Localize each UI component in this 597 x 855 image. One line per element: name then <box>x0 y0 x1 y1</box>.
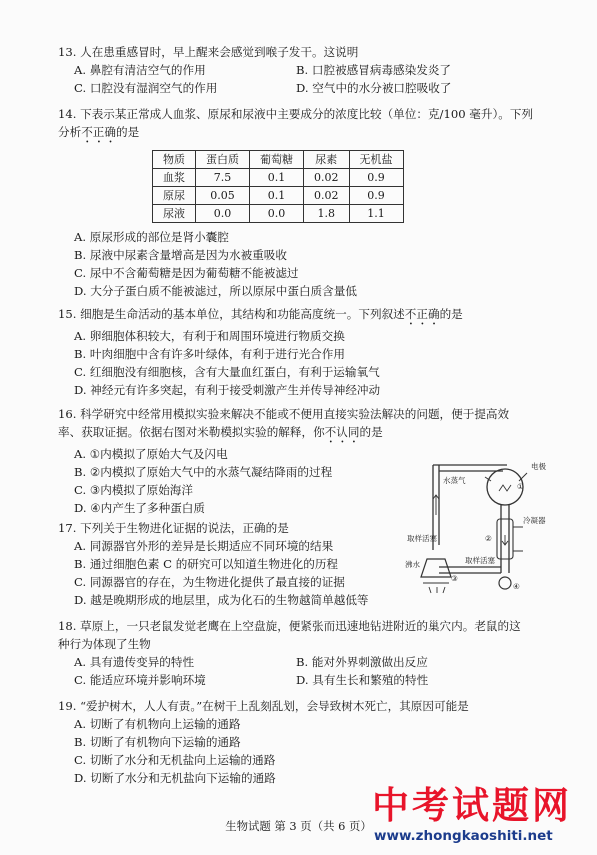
question-stem: 13. 人在患重感冒时，早上醒来会感觉到喉子发干。这说明 <box>58 45 359 59</box>
option-c: C. 口腔没有湿润空气的作用 <box>74 80 218 95</box>
label-boiling-water: 沸水 <box>405 560 420 569</box>
label-num-1: ① <box>517 482 524 491</box>
table-header-row <box>153 150 404 168</box>
option-b: B. 切断了有机物向下运输的通路 <box>74 734 241 749</box>
option-c: C. 同源器官的存在，为生物进化提供了最直接的证据 <box>74 574 345 589</box>
table-cell: 0.9 <box>349 169 403 187</box>
table-cell: 0.02 <box>304 187 350 205</box>
label-sample-right: 取样活塞 <box>465 556 495 565</box>
option-b: B. 叶肉细胞中含有许多叶绿体，有利于进行光合作用 <box>74 346 345 361</box>
table-cell: 1.8 <box>304 205 350 223</box>
stem-text: 的是 <box>359 424 383 439</box>
option-a: A. 原尿形成的部位是肾小囊腔 <box>74 230 229 245</box>
stem-text: 15. 细胞是生命活动的基本单位，其结构和功能高度统一。下列叙述 <box>58 307 405 321</box>
table-row <box>153 187 404 205</box>
table-cell: 尿液 <box>153 205 196 223</box>
option-d: D. 空气中的水分被口腔吸收了 <box>296 80 452 95</box>
question-stem: 18. 草原上，一只老鼠发觉老鹰在上空盘旋，便紧张而迅速地钻进附近的巢穴内。老鼠的这 <box>58 619 521 633</box>
label-num-4: ④ <box>513 582 520 591</box>
option-a: A. 具有遗传变异的特性 <box>74 654 195 669</box>
question-stem: 14. 下表示某正常成人血浆、原尿和尿液中主要成分的浓度比较（单位：克/100 毫升）。下列 <box>58 107 534 121</box>
concentration-table <box>152 150 404 223</box>
watermark-title: 中考试题网 <box>372 784 572 827</box>
table-cell: 0.0 <box>250 205 304 223</box>
emphasis-text: 不认同 <box>324 424 360 439</box>
question-13 <box>58 44 558 98</box>
question-14 <box>58 106 558 301</box>
table-cell: 0.0 <box>196 205 250 223</box>
option-b: B. 尿液中尿素含量增高是因为水被重吸收 <box>74 248 287 263</box>
table-header: 物质 <box>153 150 196 168</box>
watermark-url[interactable]: www.zhongkaoshiti.net <box>374 828 553 844</box>
question-stem: 17. 下列关于生物进化证据的说法，正确的是 <box>58 521 289 535</box>
stem-text: 分析 <box>58 124 82 139</box>
option-c: C. ③内模拟了原始海洋 <box>74 482 193 497</box>
option-c: C. 切断了水分和无机盐向上运输的通路 <box>74 752 276 767</box>
table-cell: 0.05 <box>196 187 250 205</box>
option-row <box>58 672 558 690</box>
question-stem-cont <box>58 424 558 446</box>
emphasis-text: 不正确 <box>81 124 116 139</box>
label-num-2: ② <box>485 534 492 543</box>
option-d: D. ④内产生了多种蛋白质 <box>74 500 205 515</box>
label-condenser: 冷凝器 <box>523 516 546 525</box>
table-cell: 0.1 <box>250 169 304 187</box>
table-header: 蛋白质 <box>196 150 250 168</box>
option-b: B. 能对外界刺激做出反应 <box>296 654 428 669</box>
question-stem <box>58 306 558 328</box>
option-row <box>58 80 558 98</box>
option-d: D. 大分子蛋白质不能被滤过，所以原尿中蛋白质含量低 <box>74 284 357 299</box>
option-b: B. ②内模拟了原始大气中的水蒸气凝结降雨的过程 <box>74 464 333 479</box>
question-stem: 16. 科学研究中经常用模拟实验来解决不能或不便用直接实验法解决的问题，便于提高效 <box>58 407 510 421</box>
question-stem: 19. “爱护树木，人人有责。”在树干上乱刻乱划，会导致树木死亡，其原因可能是 <box>58 699 469 713</box>
table-cell: 0.1 <box>250 187 304 205</box>
option-c: C. 尿中不含葡萄糖是因为葡萄糖不能被滤过 <box>74 266 299 281</box>
stem-text: 的是 <box>439 307 463 321</box>
question-18 <box>58 618 558 690</box>
option-a: A. 切断了有机物向上运输的通路 <box>74 716 241 731</box>
table-cell: 血浆 <box>153 169 196 187</box>
table-cell: 原尿 <box>153 187 196 205</box>
option-d: D. 神经元有许多突起，有利于接受刺激产生并传导神经冲动 <box>74 382 381 397</box>
table-row <box>153 205 404 223</box>
table-cell: 0.02 <box>304 169 350 187</box>
question-15 <box>58 306 558 400</box>
label-num-3: ③ <box>451 574 458 583</box>
question-stem-cont <box>58 124 558 146</box>
page-footer: 生物试题 第 3 页（共 6 页） <box>225 819 372 833</box>
option-a: A. 鼻腔有清洁空气的作用 <box>74 62 206 77</box>
question-stem-cont: 种行为体现了生物 <box>58 636 151 651</box>
option-row <box>58 62 558 80</box>
table-cell: 7.5 <box>196 169 250 187</box>
option-b: B. 通过细胞色素 C 的研究可以知道生物进化的历程 <box>74 556 339 571</box>
table-cell: 1.1 <box>349 205 403 223</box>
option-d: D. 越是晚期形成的地层里，成为化石的生物越简单越低等 <box>74 592 369 607</box>
option-a: A. 同源器官外形的差异是长期适应不同环境的结果 <box>74 538 334 553</box>
table-row <box>153 169 404 187</box>
table-cell: 0.9 <box>349 187 403 205</box>
table-header: 无机盐 <box>349 150 403 168</box>
option-a: A. 卵细胞体积较大，有利于和周围环境进行物质交换 <box>74 329 345 343</box>
label-electrode: 电极 <box>531 462 546 471</box>
table-header: 葡萄糖 <box>250 150 304 168</box>
question-17 <box>58 520 558 610</box>
watermark-logo <box>372 784 592 850</box>
option-b: B. 口腔被感冒病毒感染发炎了 <box>296 62 452 77</box>
emphasis-text: 不正确 <box>404 307 440 321</box>
label-steam: 水蒸气 <box>443 476 466 485</box>
option-c: C. 红细胞没有细胞核，含有大量血红蛋白，有利于运输氧气 <box>74 364 380 379</box>
option-d: D. 切断了水分和无机盐向下运输的通路 <box>74 770 276 785</box>
option-d: D. 具有生长和繁殖的特性 <box>296 672 429 687</box>
label-sample-left: 取样活塞 <box>407 534 437 543</box>
option-row <box>58 654 558 672</box>
question-19 <box>58 698 558 788</box>
stem-text: 率、获取证据。依据右图对米勒模拟实验的解释，你 <box>58 424 325 439</box>
stem-text: 的是 <box>116 124 140 139</box>
option-c: C. 能适应环境并影响环境 <box>74 672 206 687</box>
table-header: 尿素 <box>304 150 350 168</box>
option-a: A. ①内模拟了原始大气及闪电 <box>74 446 228 461</box>
